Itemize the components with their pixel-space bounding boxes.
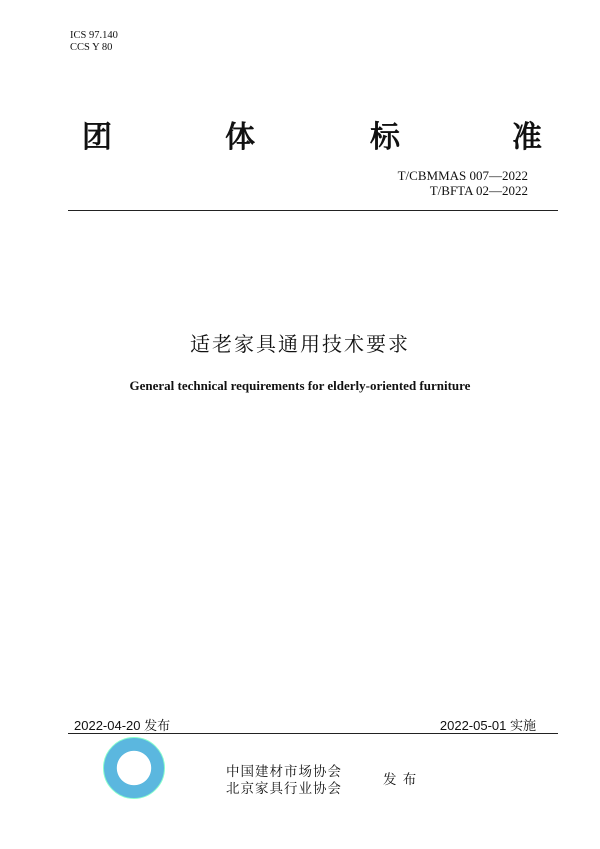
heading-char: 标 (370, 120, 400, 155)
org-name: 中国建材市场协会 (226, 764, 342, 780)
ccs-code: CCS Y 80 (70, 42, 113, 53)
heading-char: 准 (512, 120, 542, 155)
heading-char: 团 (82, 120, 112, 155)
issue-date: 2022-04-20 发布 (74, 718, 171, 733)
standard-code: T/BFTA 02—2022 (429, 183, 528, 198)
heading-char: 体 (225, 120, 255, 155)
org-name: 北京家具行业协会 (226, 781, 342, 797)
divider (68, 210, 558, 211)
title-cn: 适老家具通用技术要求 (190, 332, 410, 356)
seal-logo (103, 737, 165, 799)
publish-label: 发 布 (383, 772, 418, 788)
implementation-date: 2022-05-01 实施 (439, 718, 536, 733)
divider (68, 733, 558, 734)
title-en: General technical requirements for elderly-oriented furniture (129, 378, 471, 393)
standard-code: T/CBMMAS 007—2022 (397, 168, 528, 183)
ics-code: ICS 97.140 (70, 30, 118, 41)
